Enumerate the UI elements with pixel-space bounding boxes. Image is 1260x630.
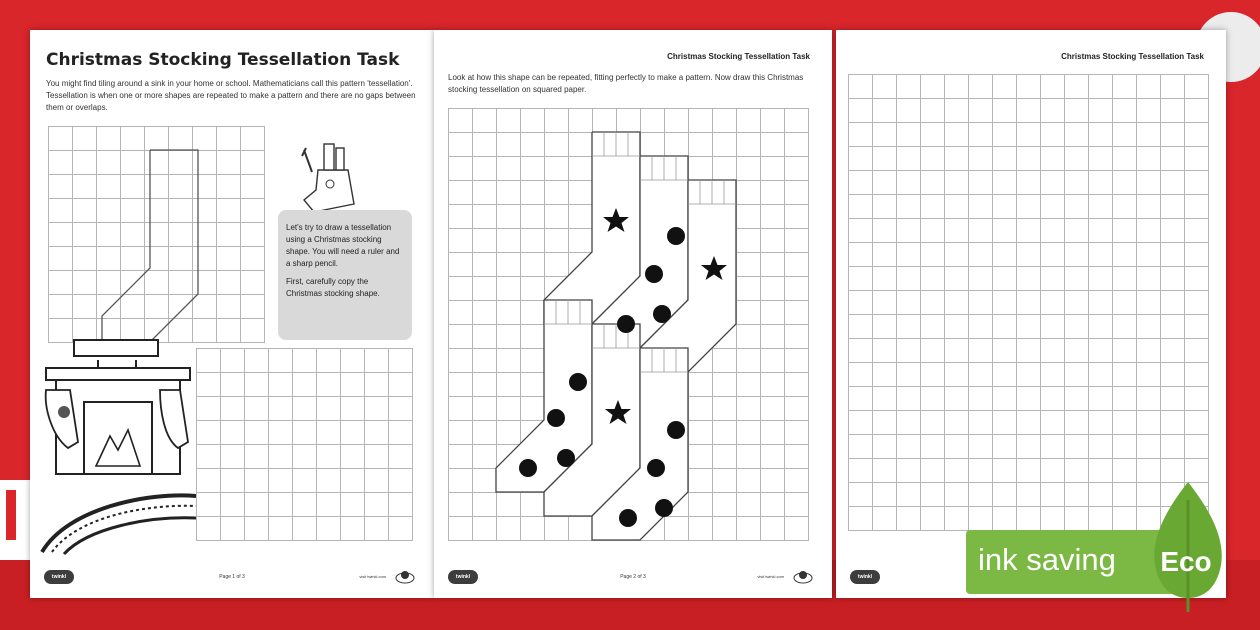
site-text: visit twinkl.com	[757, 574, 784, 579]
eco-label: Eco	[1160, 546, 1212, 577]
stocking-tessellation	[448, 108, 809, 541]
fireplace-picture	[38, 338, 198, 488]
stocking-picture	[284, 140, 370, 214]
worksheet-page-2	[434, 30, 832, 598]
page-title: Christmas Stocking Tessellation Task	[667, 52, 810, 61]
callout-text-1: Let's try to draw a tessellation using a Christmas stocking shape. You will need a ruler and a sharp pencil.	[286, 223, 400, 268]
page-footer	[30, 548, 434, 598]
callout-text-2: First, carefully copy the Christmas stocking shape.	[286, 277, 380, 298]
drawing-grid	[196, 348, 413, 541]
worksheet-page-1	[30, 30, 434, 598]
page-number: Page 1 of 3	[219, 574, 245, 580]
intro-text: You might find tiling around a sink in your home or school. Mathematicians call this pattern 'tessellation'. Tessellation is when one or more shapes are repeated to make a pattern and there are no gaps between them or overlaps.	[46, 79, 416, 112]
site-text: visit twinkl.com	[359, 574, 386, 579]
twinkl-logo: twinkl	[448, 570, 478, 584]
background-stocking-decoration	[0, 470, 34, 560]
intro-text: Look at how this shape can be repeated, fitting perfectly to make a pattern. Now draw this Christmas stocking tessellation on squared paper.	[448, 73, 804, 94]
page-title: Christmas Stocking Tessellation Task	[1061, 52, 1204, 61]
stocking-outline	[48, 126, 265, 343]
page-title: Christmas Stocking Tessellation Task	[46, 50, 400, 70]
blank-grid	[848, 74, 1209, 531]
twinkl-logo: twinkl	[44, 570, 74, 584]
page-footer	[434, 548, 832, 598]
planet-logo-icon	[792, 568, 814, 584]
planet-logo-icon	[394, 568, 416, 584]
twinkl-logo: twinkl	[850, 570, 880, 584]
page-number: Page 2 of 3	[620, 574, 646, 580]
ink-saving-text: ink saving	[978, 542, 1116, 577]
instruction-callout	[278, 210, 412, 340]
